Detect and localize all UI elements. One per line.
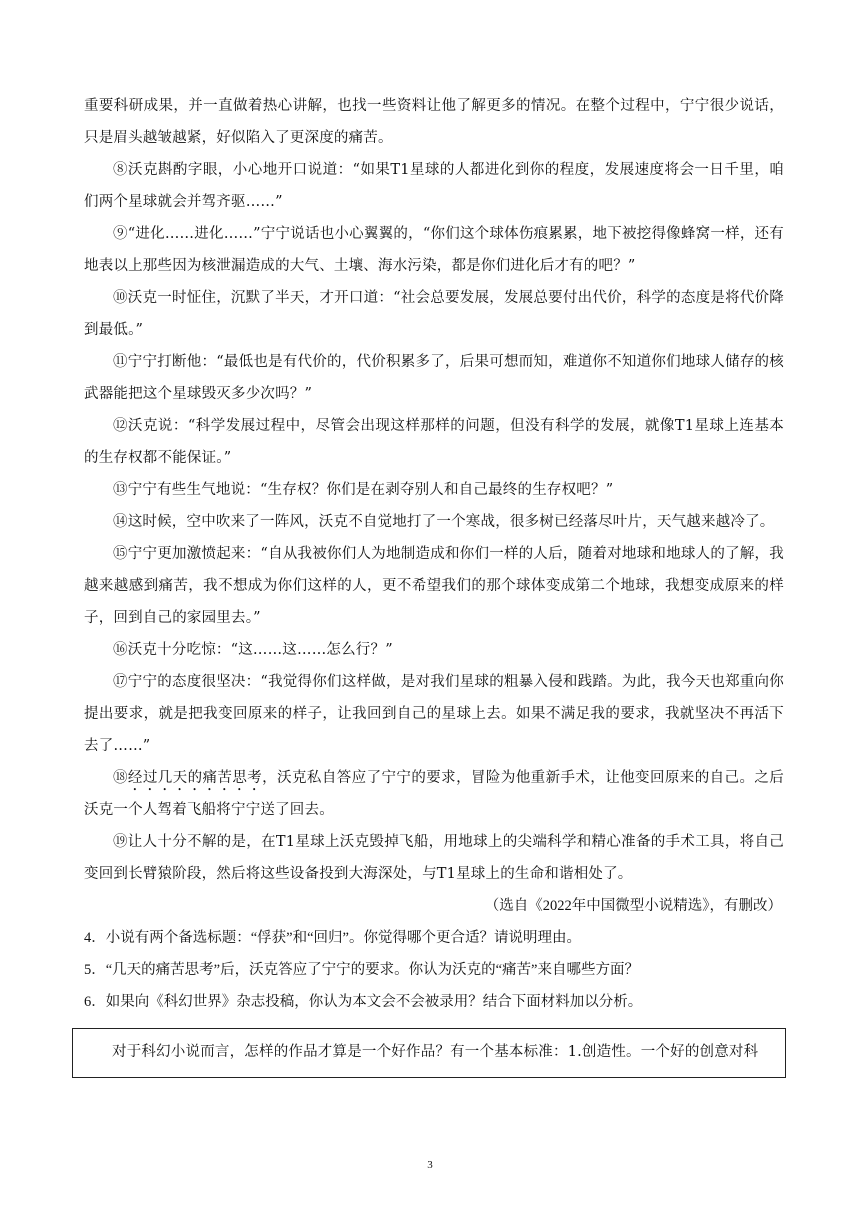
paragraph-9: ⑨“进化……进化……”宁宁说话也小心翼翼的，“你们这个球体伤痕累累，地下被挖得像蜂窝一样，还有地表以上那些因为核泄漏造成的大气、土壤、海水污染，都是你们进化后才有的吧？” bbox=[84, 226, 784, 274]
paragraph-continued: 重要科研成果，并一直做着热心讲解，也找一些资料让他了解更多的情况。在整个过程中，宁宁很少说话，只是眉头越皱越紧，好似陷入了更深度的痛苦。 bbox=[84, 98, 784, 146]
question-4: 4．小说有两个备选标题：“俘获”和“回归”。你觉得哪个更合适？请说明理由。 bbox=[84, 930, 581, 946]
material-text: 对于科幻小说而言，怎样的作品才算是一个好作品？有一个基本标准：1.创造性。一个好的创意对科 bbox=[112, 1044, 759, 1060]
paragraph-10: ⑩沃克一时怔住，沉默了半天，才开口道：“社会总要发展，发展总要付出代价，科学的态度是将代价降到最低。” bbox=[84, 290, 784, 338]
source-citation: （选自《2022年中国微型小说精选》，有删改） bbox=[484, 898, 782, 914]
paragraph-18-number: ⑱ bbox=[113, 770, 128, 786]
paragraph-14: ⑭这时候，空中吹来了一阵风，沃克不自觉地打了一个寒战，很多树已经落尽叶片，天气越来越冷了。 bbox=[113, 514, 775, 530]
paragraph-15: ⑮宁宁更加激愤起来：“自从我被你们人为地制造成和你们一样的人后，随着对地球和地球人的了解，我越来越感到痛苦，我不想成为你们这样的人，更不希望我们的那个球体变成第二个地球，我想变成原来的样子，回到自己的家园里去。” bbox=[84, 546, 784, 626]
paragraph-13: ⑬宁宁有些生气地说：“生存权？你们是在剥夺别人和自己最终的生存权吧？” bbox=[113, 482, 614, 498]
paragraph-17: ⑰宁宁的态度很坚决：“我觉得你们这样做，是对我们星球的粗暴入侵和践踏。为此，我今天也郑重向你提出要求，就是把我变回原来的样子，让我回到自己的星球上去。如果不满足我的要求，我就坚决不再活下去了……” bbox=[84, 674, 784, 754]
page-number: 3 bbox=[427, 1159, 433, 1171]
paragraph-18-rest: ，沃克私自答应了宁宁的要求，冒险为他重新手术，让他变回原来的自己。之后沃克一个人驾着飞船将宁宁送了回去。 bbox=[84, 770, 784, 818]
paragraph-18 bbox=[84, 762, 784, 826]
paragraph-8: ⑧沃克斟酌字眼，小心地开口说道：“如果T1星球的人都进化到你的程度，发展速度将会一日千里，咱们两个星球就会并驾齐驱……” bbox=[84, 162, 784, 210]
story-body bbox=[84, 90, 784, 1078]
question-5: 5．“几天的痛苦思考”后，沃克答应了宁宁的要求。你认为沃克的“痛苦”来自哪些方面？ bbox=[84, 962, 639, 978]
paragraph-11: ⑪宁宁打断他：“最低也是有代价的，代价积累多了，后果可想而知，难道你不知道你们地球人储存的核武器能把这个星球毁灭多少次吗？” bbox=[84, 354, 784, 402]
paragraph-19: ⑲让人十分不解的是，在T1星球上沃克毁掉飞船，用地球上的尖端科学和精心准备的手术工具，将自己变回到长臂猿阶段，然后将这些设备投到大海深处，与T1星球上的生命和谐相处了。 bbox=[84, 834, 784, 882]
question-6: 6．如果向《科幻世界》杂志投稿，你认为本文会不会被录用？结合下面材料加以分析。 bbox=[84, 994, 643, 1010]
material-box bbox=[72, 1028, 786, 1078]
paragraph-12: ⑫沃克说：“科学发展过程中，尽管会出现这样那样的问题，但没有科学的发展，就像T1星球上连基本的生存权都不能保证。” bbox=[84, 418, 784, 466]
emphasized-phrase: 经过几天的痛苦思考 bbox=[127, 770, 263, 786]
paragraph-16: ⑯沃克十分吃惊：“这……这……怎么行？” bbox=[113, 642, 393, 658]
